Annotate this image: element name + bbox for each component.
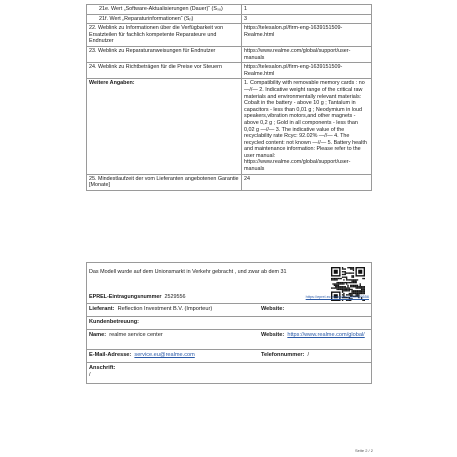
row-value: 24: [242, 174, 372, 190]
supplier-website-label: Website:: [261, 306, 285, 312]
row-value: https://telesalon.pl/firm-eng-1639151509-Realme.html: [242, 63, 372, 79]
support-phone-field: [261, 352, 309, 359]
support-website-link[interactable]: https://www.realme.com/global/: [287, 332, 365, 338]
support-phone-value: /: [307, 352, 310, 358]
support-address-value: /: [89, 372, 91, 378]
table-row: [87, 14, 372, 24]
support-email-link[interactable]: service.eu@realme.com: [134, 352, 195, 358]
support-email-label: E-Mail-Adresse:: [89, 352, 132, 358]
page-number: Seite 2 / 2: [354, 448, 373, 453]
row-value: 1: [242, 5, 372, 15]
support-title: Kundenbetreuung:: [89, 319, 140, 325]
support-website-label: Website:: [261, 332, 285, 338]
support-name-label: Name:: [89, 332, 107, 338]
divider: [87, 349, 371, 350]
table-row: [87, 5, 372, 15]
row-label: 21e. Wert „Software-Aktualisierungen (Dauer)“ (Sₛᵤ): [87, 5, 242, 15]
row-label: 25. Mindestlaufzeit der vom Lieferanten angebotenen Garantie [Monate]: [87, 174, 242, 190]
divider: [87, 303, 371, 304]
row-label: 24. Weblink zu Richtbeträgen für die Preise vor Steuern: [87, 63, 242, 79]
row-label: 22. Weblink zu Informationen über die Verfügbarkeit von Ersatzteilen für fachlich kompetente Reparateure und Endnutzer: [87, 24, 242, 47]
table-row: [87, 46, 372, 62]
row-value: https://telesalon.pl/firm-eng-1639151509-Realme.html: [242, 24, 372, 47]
table-row: [87, 174, 372, 190]
support-name-value: realme service center: [109, 332, 163, 338]
support-address-label: Anschrift:: [89, 365, 116, 371]
table-row: [87, 63, 372, 79]
supplier-label: Lieferant:: [89, 306, 115, 312]
row-label: 21f. Wert „Reparaturinformationen“ (Sᵣᵢ): [87, 14, 242, 24]
divider: [87, 316, 371, 317]
support-email-field: [89, 352, 195, 359]
table-row: [87, 24, 372, 47]
row-value: 3: [242, 14, 372, 24]
supplier-box: [86, 262, 372, 384]
support-website-field: [261, 332, 369, 339]
support-phone-label: Telefonnummer:: [261, 352, 305, 358]
supplier-field: [89, 306, 212, 313]
supplier-value: Reflection Investment B.V. (Importeur): [117, 306, 213, 312]
divider: [87, 329, 371, 330]
divider: [87, 362, 371, 363]
row-value: 1. Compatibility with removable memory cards : no —//— 2. Indicative weight range of the critical raw materials and environmentally relevant materials: Cobalt in the battery - above 10 g ; Tantalum in capacitors - less than 0,01 g ; Neodymium in loud speakers,vibration motors,and other magnets - above 0,2 g ; Gold in all components - less than 0,02 g —//— 3. The indicative value of the recyclability rate Rcyc: 92.02% —//— 4. The recycled content: not known —//— 5. Battery health and maintenance information: Please refer to the user manual: https://www.realme.com/global/support/user-manuals: [242, 79, 372, 174]
table-row: [87, 79, 372, 174]
row-label: Weitere Angaben:: [87, 79, 242, 174]
info-table: [86, 4, 372, 191]
market-note: Das Modell wurde auf dem Unionsmarkt in Verkehr gebracht , und zwar ab dem 31: [89, 269, 287, 275]
eprel-line: [89, 294, 185, 300]
eprel-label: EPREL-Eintragungsnummer: [89, 294, 162, 300]
support-address-field: [89, 365, 115, 379]
row-value: https://www.realme.com/global/support/user-manuals: [242, 46, 372, 62]
eprel-value: 2529556: [164, 294, 186, 300]
row-label: 23. Weblink zu Reparaturanweisungen für Endnutzer: [87, 46, 242, 62]
eprel-link[interactable]: https://eprel.ec.europa.eu/qr/2529556: [305, 295, 369, 299]
support-name-field: [89, 332, 163, 339]
